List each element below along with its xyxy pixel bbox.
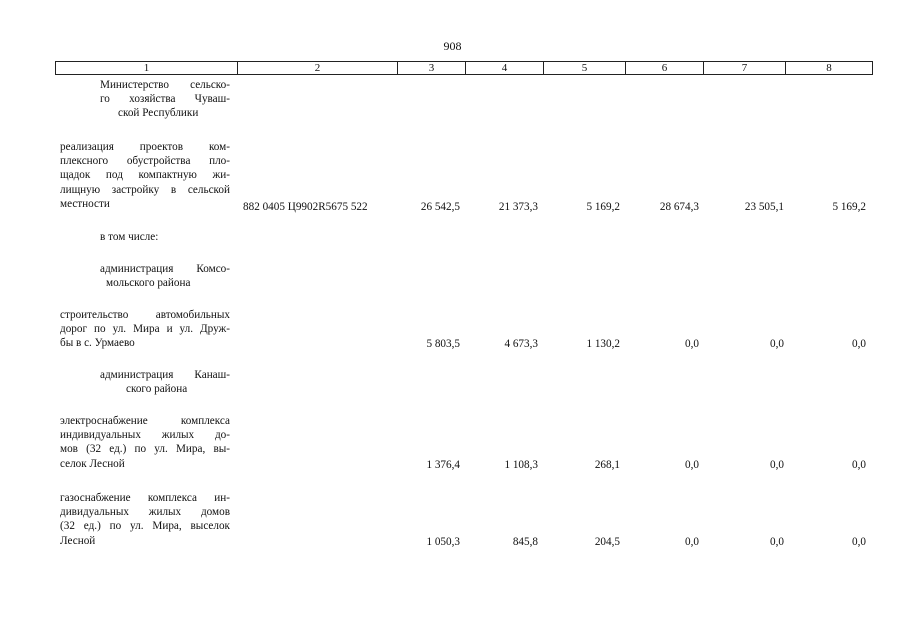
header-col-4: 4 [466,62,544,74]
header-col-1: 1 [56,62,238,74]
value-cell: 0,0 [852,338,866,350]
value-cell: 845,8 [512,536,538,548]
header-col-7: 7 [704,62,786,74]
value-cell: 1 050,3 [426,536,460,548]
value-cell: 0,0 [685,536,699,548]
header-col-5: 5 [544,62,626,74]
value-cell: 268,1 [594,459,620,471]
value-cell: 204,5 [594,536,620,548]
project-label: реализация проектов ком- плексного обустройства пло- щадок под компактную жи- лищную застройку в сельской местности [60,141,230,210]
value-cell: 1 108,3 [504,459,538,471]
budget-code: 882 0405 Ц9902R5675 522 [243,201,368,213]
value-cell: 5 803,5 [426,338,460,350]
value-cell: 0,0 [852,459,866,471]
value-cell: 5 169,2 [832,201,866,213]
value-cell: 1 376,4 [426,459,460,471]
value-cell: 0,0 [685,338,699,350]
value-cell: 5 169,2 [586,201,620,213]
value-cell: 1 130,2 [586,338,620,350]
value-cell: 0,0 [770,536,784,548]
value-cell: 0,0 [685,459,699,471]
table-header [55,61,873,75]
header-col-8: 8 [826,62,832,74]
electricity-supply-label: электроснабжение комплекса индивидуальных жилых до- мов (32 ед.) по ул. Мира, вы- селок Лесной [60,415,230,470]
page-number: 908 [443,39,462,53]
ministry-label: Министерство сельско- го хозяйства Чуваш- ской Республики [100,79,230,120]
header-col-2: 2 [238,62,398,74]
gas-supply-label: газоснабжение комплекса ин- дивидуальных жилых домов (32 ед.) по ул. Мира, выселок Лесной [60,492,230,547]
value-cell: 26 542,5 [420,201,460,213]
value-cell: 23 505,1 [744,201,784,213]
value-cell: 21 373,3 [498,201,538,213]
komsomolsky-admin-label: администрация Комсо- мольского района [100,263,230,290]
value-cell: 4 673,3 [504,338,538,350]
header-col-6: 6 [626,62,704,74]
kanash-admin-label: администрация Канаш- ского района [100,369,230,396]
value-cell: 28 674,3 [659,201,699,213]
including-label: в том числе: [100,231,159,243]
road-construction-label: строительство автомобильных дорог по ул. Мира и ул. Друж- бы в с. Урмаево [60,309,230,350]
value-cell: 0,0 [770,459,784,471]
value-cell: 0,0 [770,338,784,350]
value-cell: 0,0 [852,536,866,548]
header-col-3: 3 [398,62,466,74]
